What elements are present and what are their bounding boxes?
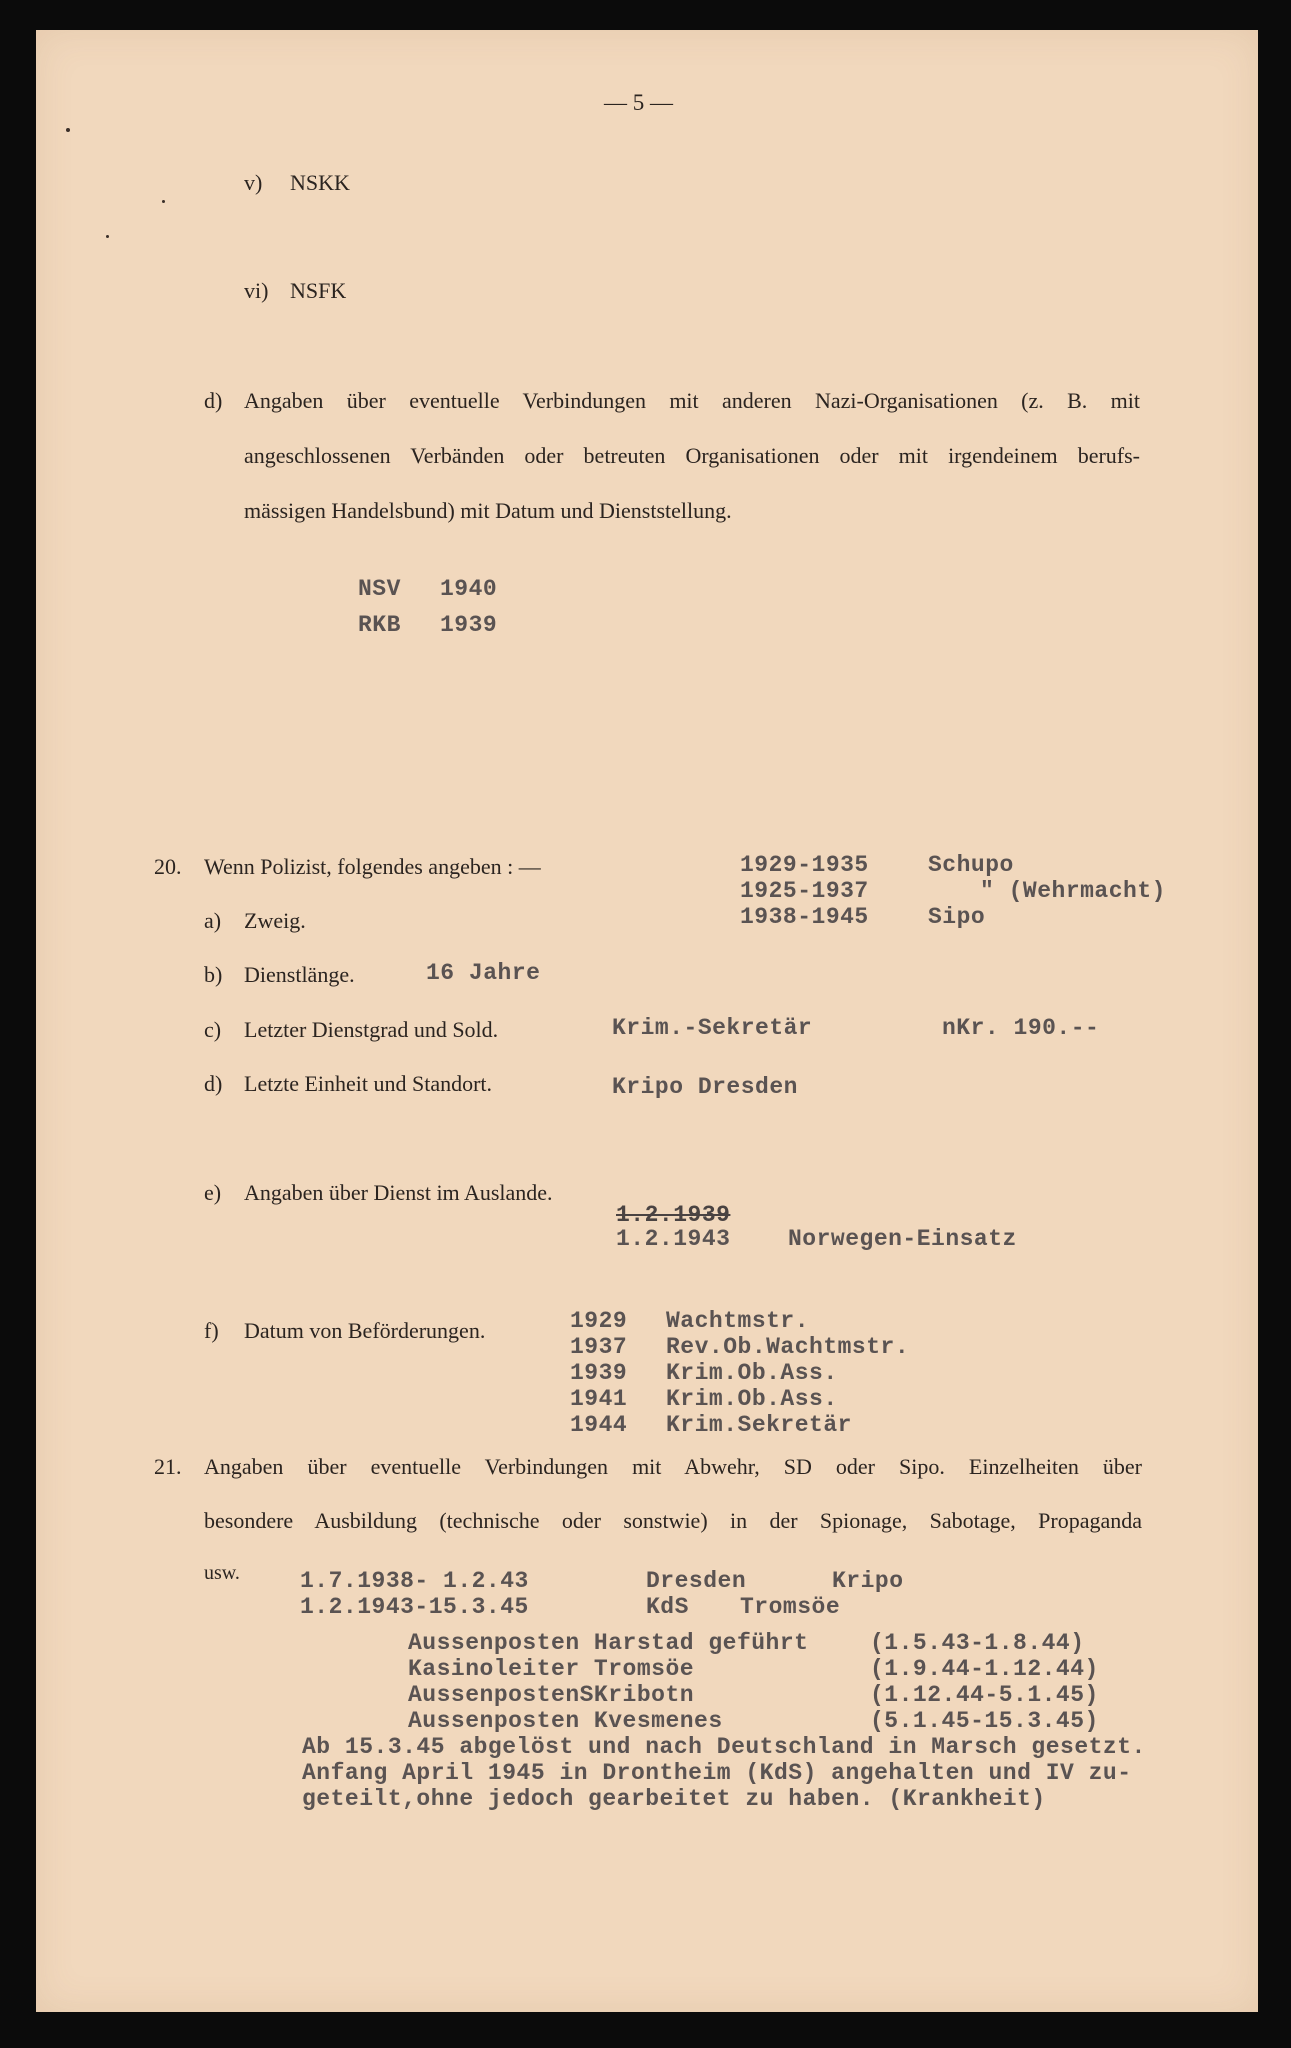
item-v-label: v) — [244, 170, 263, 195]
promotion-5-rank: Krim.Sekretär — [666, 1412, 852, 1438]
q20-d-label: d) — [204, 1071, 223, 1096]
q21-closing-line-1: Ab 15.3.45 abgelöst und nach Deutschland in Marsch gesetzt. — [302, 1734, 1146, 1760]
promotion-1-year: 1929 — [570, 1308, 628, 1334]
nazi-org-answer-2-org: RKB — [358, 612, 401, 638]
nazi-org-answer-1-org: NSV — [358, 576, 401, 602]
q20-abroad-place: Norwegen-Einsatz — [788, 1226, 1017, 1252]
promotion-3-year: 1939 — [570, 1360, 628, 1386]
q21-entry-1-dates: 1.7.1938- 1.2.43 — [300, 1568, 529, 1594]
q20-a-label: a) — [204, 908, 222, 933]
nazi-org-answer-1-year: 1940 — [440, 576, 498, 602]
paper-speck — [106, 235, 109, 238]
q21-closing-line-2: Anfang April 1945 in Drontheim (KdS) angehalten und IV zu- — [302, 1760, 1132, 1786]
q21-entry-2-place: KdS — [646, 1594, 689, 1620]
q21-post-4-text: Aussenposten Kvesmenes — [408, 1708, 723, 1734]
q20-branch-3-name: Sipo — [928, 904, 986, 930]
q20-f-text: Datum von Beförderungen. — [244, 1318, 486, 1343]
item-vi-label: vi) — [244, 278, 269, 303]
q21-post-1-text: Aussenposten Harstad geführt — [408, 1630, 809, 1656]
promotion-2-rank: Rev.Ob.Wachtmstr. — [666, 1334, 910, 1360]
promotion-5-year: 1944 — [570, 1412, 628, 1438]
promotion-3-rank: Krim.Ob.Ass. — [666, 1360, 838, 1386]
q20-b-label: b) — [204, 962, 223, 987]
q20-service-length: 16 Jahre — [426, 960, 541, 986]
q20-branch-2-name: " (Wehrmacht) — [980, 878, 1166, 904]
q20-e-label: e) — [204, 1180, 222, 1205]
q21-closing-line-3: geteilt,ohne jedoch gearbeitet zu haben. (Krankheit) — [302, 1786, 1046, 1812]
q21-number: 21. — [154, 1454, 182, 1479]
q20-abroad-struck-date: 1.2.1939 — [616, 1202, 731, 1228]
item-vi-text: NSFK — [290, 278, 347, 303]
q20-rank: Krim.-Sekretär — [612, 1015, 813, 1041]
q20-abroad-date: 1.2.1943 — [616, 1226, 731, 1252]
q20-a-text: Zweig. — [244, 908, 306, 933]
q21-line-1: Angaben über eventuelle Verbindungen mit Abwehr, SD oder Sipo. Einzelheiten über — [204, 1454, 1142, 1479]
promotion-2-year: 1937 — [570, 1334, 628, 1360]
q20-branch-1-years: 1929-1935 — [740, 852, 869, 878]
q21-line-2: besondere Ausbildung (technische oder sonstwie) in der Spionage, Sabotage, Propaganda — [204, 1508, 1142, 1533]
q21-line-3: usw. — [204, 1562, 240, 1584]
item-d-line-1: Angaben über eventuelle Verbindungen mit anderen Nazi-Organisationen (z. B. mit — [244, 388, 1140, 413]
promotion-1-rank: Wachtmstr. — [666, 1308, 810, 1334]
paper-speck — [162, 200, 165, 203]
q21-entry-1-place: Dresden — [646, 1568, 747, 1594]
q20-e-text: Angaben über Dienst im Auslande. — [244, 1180, 553, 1205]
q20-branch-3-years: 1938-1945 — [740, 904, 869, 930]
paper-speck — [66, 128, 70, 132]
promotion-4-year: 1941 — [570, 1386, 628, 1412]
nazi-org-answer-2-year: 1939 — [440, 612, 498, 638]
promotion-4-rank: Krim.Ob.Ass. — [666, 1386, 838, 1412]
q21-entry-2-unit: Tromsöe — [740, 1594, 841, 1620]
q20-number: 20. — [154, 854, 182, 879]
q21-post-2-text: Kasinoleiter Tromsöe — [408, 1656, 695, 1682]
q20-d-text: Letzte Einheit und Standort. — [244, 1071, 493, 1096]
page-number: — 5 — — [604, 90, 673, 115]
item-d-line-3: mässigen Handelsbund) mit Datum und Dienststellung. — [244, 498, 732, 523]
q21-post-3-text: AussenpostenSKribotn — [408, 1682, 695, 1708]
q21-entry-1-unit: Kripo — [832, 1568, 904, 1594]
item-v-text: NSKK — [290, 170, 350, 195]
q21-post-3-period: (1.12.44-5.1.45) — [870, 1682, 1099, 1708]
q20-f-label: f) — [204, 1318, 219, 1343]
item-d-label: d) — [204, 388, 223, 413]
q20-branch-2-years: 1925-1937 — [740, 878, 869, 904]
q21-post-1-period: (1.5.43-1.8.44) — [870, 1630, 1085, 1656]
q20-unit: Kripo Dresden — [612, 1074, 798, 1100]
q20-c-text: Letzter Dienstgrad und Sold. — [244, 1017, 499, 1042]
q21-entry-2-dates: 1.2.1943-15.3.45 — [300, 1594, 529, 1620]
q20-b-text: Dienstlänge. — [244, 962, 355, 987]
q20-intro: Wenn Polizist, folgendes angeben : — — [204, 854, 541, 879]
q21-post-2-period: (1.9.44-1.12.44) — [870, 1656, 1099, 1682]
q20-pay: nKr. 190.-- — [942, 1015, 1100, 1041]
document-page — [36, 30, 1258, 2012]
q21-post-4-period: (5.1.45-15.3.45) — [870, 1708, 1099, 1734]
item-d-line-2: angeschlossenen Verbänden oder betreuten Organisationen oder mit irgendeinem berufs- — [244, 443, 1140, 468]
q20-c-label: c) — [204, 1017, 222, 1042]
q20-branch-1-name: Schupo — [928, 852, 1014, 878]
